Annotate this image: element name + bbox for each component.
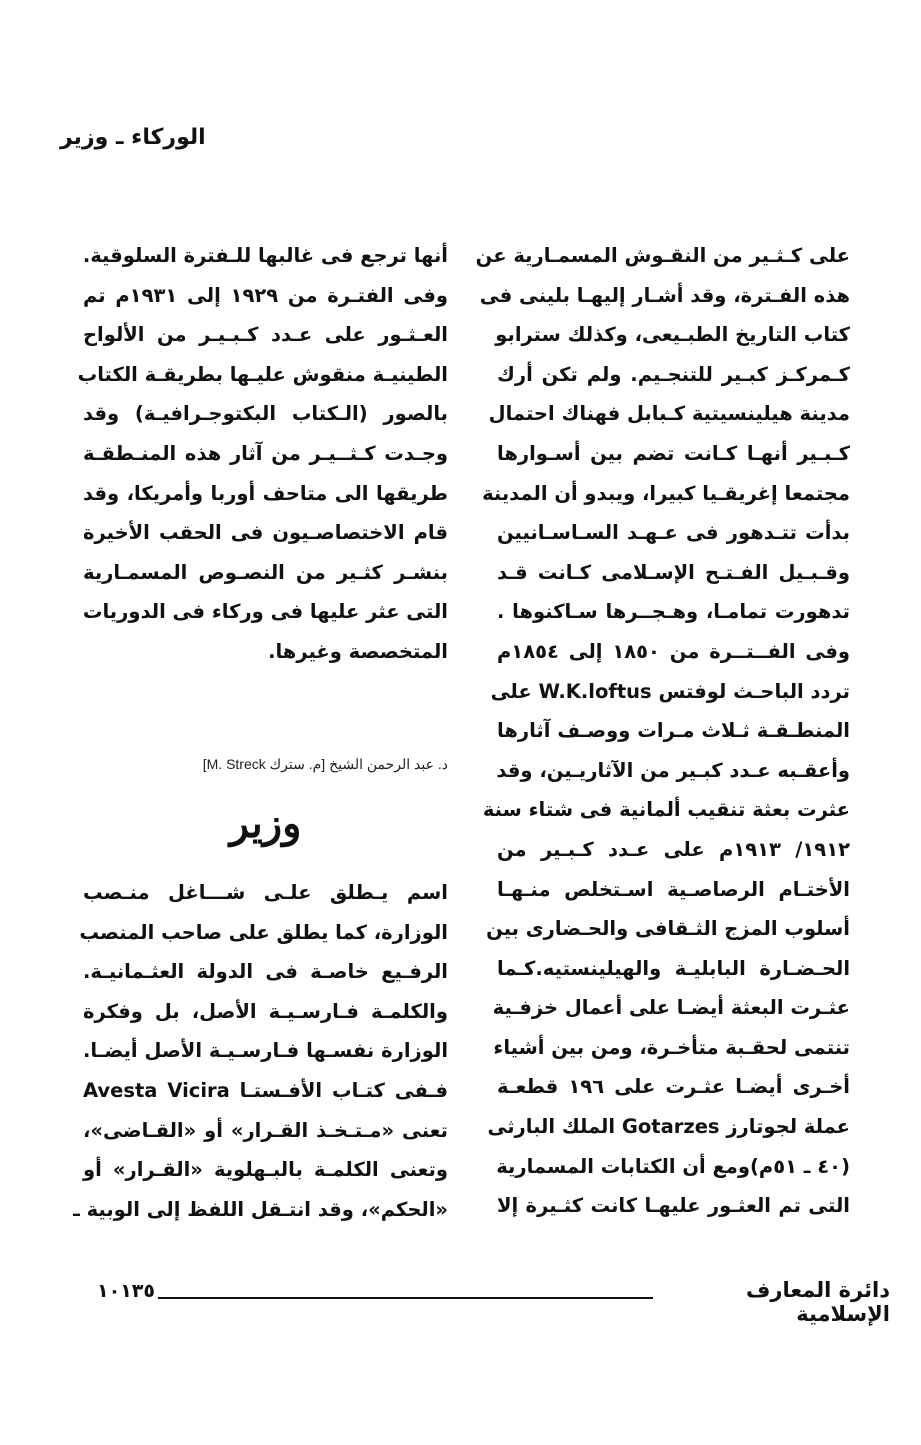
text-line: الطينيـة منقوش عليـها بطريقـة الكتاب — [77, 362, 448, 386]
text-line: بدأت تتـدهور فى عـهـد السـاسـانيين — [497, 521, 850, 545]
footer-publication-title: دائرة المعارف الإسلامية — [745, 1278, 890, 1326]
text-line: مجتمعا إغريقـيا كبيرا، ويبدو أن المدينة — [482, 481, 850, 505]
text-line: المنطـقـة ثـلاث مـرات ووصـف آثارها — [497, 719, 850, 743]
left-column-bottom — [73, 873, 448, 1229]
right-column — [475, 236, 850, 1226]
footer-rule — [158, 1297, 653, 1299]
text-line: تنتمى لحقـبة متأخـرة، ومن بين أشياء — [493, 1035, 850, 1059]
text-line: الوزارة، كما يطلق على صاحب المنصب — [79, 920, 448, 944]
text-line: اسم يـطلق علـى شـــاغل منـصب — [83, 881, 448, 904]
text-line: طريقها الى متاحف أوربا وأمريكا، وقد — [83, 481, 448, 505]
running-header: الوركاء ـ وزير — [60, 125, 206, 150]
text-line: هذه الفـترة، وقد أشـار إليهـا بلينى فى — [479, 283, 850, 307]
text-line: التى تم العثـور عليهـا كانت كثـيرة إلا — [497, 1194, 850, 1218]
text-line: الرفـيع خاصـة فى الدولة العثـمانيـة. — [83, 960, 448, 984]
text-line: أسلوب المزج الثـقافى والحـضارى بين — [486, 917, 850, 941]
text-line: والكلمـة فـارسـيـة الأصل، بل وفكرة — [83, 999, 448, 1023]
text-line: قام الاختصاصـيون فى الحقب الأخيرة — [83, 521, 448, 545]
text-line: وقـبـيل الفـتـح الإسـلامى كـانت قـد — [497, 560, 850, 584]
text-line: بالصور (الـكتاب البكتوجـرافيـة) وقد — [83, 402, 448, 426]
text-line: على كـثـير من النقـوش المسمـارية عن — [475, 244, 850, 267]
text-line: (٤٠ ـ ٥١م)ومع أن الكتابات المسمارية — [496, 1154, 850, 1178]
text-line: عثـرت البعثة أيضـا على أعمال خزفـية — [492, 996, 850, 1020]
text-line: أنها ترجع فى غالبها للـفترة السلوقية. — [82, 244, 448, 267]
text-line: مدينة هيلينسيتية كـبابل فهناك احتمال — [488, 402, 850, 426]
text-line: بنشـر كثـير من النصـوص المسمـارية — [83, 560, 448, 584]
text-line: وجـدت كـثــيـر من آثار هذه المنـطقـة — [83, 441, 448, 465]
text-line: الوزارة نفسـها فـارسـيـة الأصل أيضـا. — [83, 1039, 448, 1063]
text-line: الأختـام الرصاصـية اسـتخلص منـهـا — [497, 877, 850, 901]
text-line: تدهورت تمامـا، وهـجــرها سـاكنوها . — [497, 600, 850, 624]
text-line: عثرت بعثة تنقيب ألمانية فى شتاء سنة — [482, 798, 850, 822]
page-number: ١٠١٣٥ — [97, 1280, 155, 1302]
left-column-top — [77, 236, 448, 672]
text-line: كـمركـز كبـير للتنجـيم. ولم تكن أرك — [497, 362, 850, 386]
text-line: وأعقـبه عـدد كبـير من الآثاريـين، وقد — [496, 758, 850, 782]
text-line: المتخصصة وغيرها. — [268, 639, 448, 663]
text-line: كتاب التاريخ الطبـيعى، وكذلك سترابو — [495, 323, 850, 347]
text-line: كـبـير أنهـا كـانت تضم بين أسـوارها — [497, 441, 850, 465]
text-line: تعنى «مـتـخـذ القـرار» أو «القـاضى»، — [83, 1118, 448, 1142]
text-line: «الحكم»، وقد انتـقل اللفظ إلى الوبية ـ — [73, 1197, 448, 1221]
text-line: التى عثر عليها فى وركاء فى الدوريات — [82, 600, 448, 624]
text-line: الحـضـارة البابليـة والهيلينستيه.كـما — [497, 956, 850, 980]
text-line: وفى الفــتــرة من ١٨٥٠ إلى ١٨٥٤م — [497, 639, 850, 663]
text-line: ١٩١٢/ ١٩١٣م على عـدد كـبـير من — [497, 837, 850, 861]
article-title: وزير — [229, 800, 302, 847]
text-line: أخـرى أيضـا عثـرت على ١٩٦ قطعـة — [497, 1075, 850, 1099]
text-line: تردد الباحـث لوفتس W.K.loftus على — [490, 679, 850, 703]
text-line: وتعنى الكلمـة بالبـهلوية «القـرار» أو — [83, 1158, 448, 1182]
author-attribution: د. عبد الرحمن الشيخ [م. سترك M. Streck] — [202, 756, 448, 772]
text-line: وفى الفتـرة من ١٩٢٩ إلى ١٩٣١م تم — [83, 283, 448, 307]
text-line: العـثـور على عـدد كـبـيـر من الألواح — [83, 323, 448, 347]
text-line: عملة لجوتارز Gotarzes الملك البارثى — [487, 1115, 850, 1139]
text-line: فـفى كتـاب الأفـستـا Avesta Vicira — [83, 1078, 448, 1102]
